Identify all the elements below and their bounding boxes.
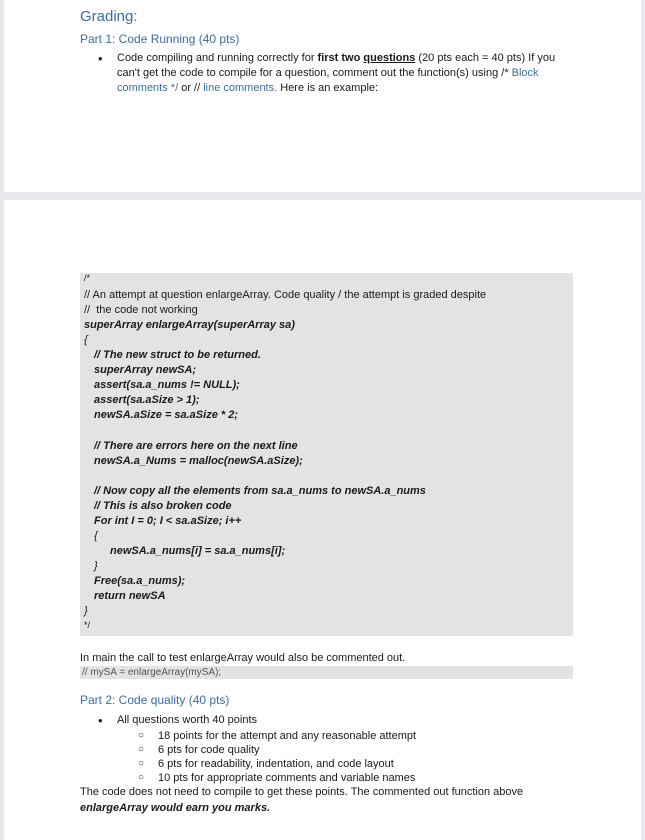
part2-bullet-text: All questions worth 40 points	[117, 714, 258, 726]
bullet1-text-a: Code compiling and running correctly for	[117, 52, 318, 64]
code-line: Free(sa.a_nums);	[94, 575, 186, 587]
code-line: // There are errors here on the next line	[94, 440, 298, 452]
grading-heading: Grading:	[80, 8, 138, 25]
code-line: newSA.aSize = sa.aSize * 2;	[94, 409, 238, 421]
part1-bullet	[98, 51, 568, 96]
code-line: // Now copy all the elements from sa.a_nums to newSA.a_nums	[94, 485, 426, 497]
list-item-text: 6 pts for code quality	[158, 744, 260, 756]
bullet1-first-two: first two	[317, 52, 364, 64]
list-item	[138, 771, 415, 785]
code-example-block	[80, 273, 573, 636]
bullet1-text-b: (20 pts each = 40 pts) If you can't get the code to compile for a question, comment out the function(s) using /*	[117, 52, 556, 79]
bullet1-line-comments: line comments.	[203, 82, 278, 94]
part2-bullet	[98, 713, 568, 728]
code-line: }	[84, 605, 88, 617]
circle-bullet-icon: ○	[138, 758, 145, 769]
bullet1-block-comments: Block comments */	[117, 67, 539, 94]
list-item-text: 6 pts for readability, indentation, and code layout	[158, 758, 394, 770]
list-item	[138, 743, 260, 757]
circle-bullet-icon: ○	[138, 772, 145, 783]
code-line: {	[84, 334, 88, 346]
list-item-text: 18 points for the attempt and any reasonable attempt	[158, 730, 417, 742]
list-item-text: 10 pts for appropriate comments and variable names	[158, 772, 416, 784]
code-line: /*	[84, 273, 91, 283]
document-page-2	[4, 200, 641, 840]
code-line: assert(sa.aSize > 1);	[94, 394, 200, 406]
code-line: return newSA	[94, 590, 166, 602]
code-line: // The new struct to be returned.	[94, 349, 261, 361]
closing-line-1: The code does not need to compile to get these points. The commented out function above	[80, 786, 524, 798]
bullet1-example: Here is an example:	[277, 82, 379, 94]
list-item	[138, 757, 394, 771]
closing-line-2: enlargeArray would earn you marks.	[80, 802, 271, 814]
code-line: assert(sa.a_nums != NULL);	[94, 379, 240, 391]
bullet1-questions: questions	[363, 52, 416, 64]
code-line: superArray enlargeArray(superArray sa)	[84, 319, 295, 331]
commented-call: // mySA = enlargeArray(mySA);	[80, 666, 573, 679]
code-line: superArray newSA;	[94, 364, 197, 376]
part2-heading: Part 2: Code quality (40 pts)	[80, 693, 230, 707]
code-line: */	[84, 620, 91, 630]
bullet-dot-icon: •	[98, 713, 103, 728]
code-line: For int I = 0; I < sa.aSize; i++	[94, 515, 242, 527]
bullet-dot-icon: •	[98, 51, 103, 66]
part1-heading: Part 1: Code Running (40 pts)	[80, 32, 240, 46]
code-line: newSA.a_Nums = malloc(newSA.aSize);	[94, 455, 303, 467]
list-item	[138, 729, 416, 743]
code-line: // This is also broken code	[94, 500, 232, 512]
bullet1-or: or //	[178, 82, 204, 94]
document-page-1	[4, 0, 641, 192]
main-note: In main the call to test enlargeArray would also be commented out.	[80, 652, 406, 664]
circle-bullet-icon: ○	[138, 730, 145, 741]
code-line: // the code not working	[84, 304, 198, 316]
code-line: }	[94, 560, 98, 572]
code-line: // An attempt at question enlargeArray. Code quality / the attempt is graded despite	[84, 289, 487, 301]
code-line: {	[94, 530, 98, 542]
code-line: newSA.a_nums[i] = sa.a_nums[i];	[110, 545, 286, 557]
circle-bullet-icon: ○	[138, 744, 145, 755]
